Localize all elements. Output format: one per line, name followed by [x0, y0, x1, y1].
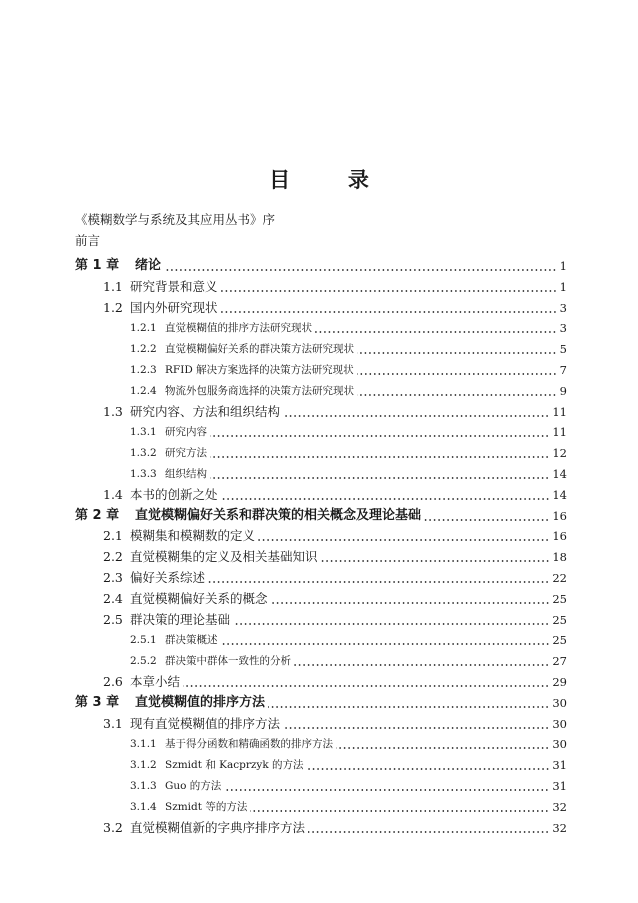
- dot-leader: [258, 539, 549, 541]
- toc-entry-title: RFID 解决方案选择的决策方法研究现状: [165, 364, 354, 376]
- toc-entry-title: 组织结构: [165, 468, 207, 480]
- toc-subsection-row: [75, 462, 567, 482]
- dot-leader: [357, 352, 557, 354]
- toc-entry-number: 2.3: [103, 570, 123, 585]
- toc-page-number: 30: [552, 737, 567, 752]
- toc-entry-number: 第 3 章: [75, 694, 120, 710]
- toc-subsection-row: [75, 420, 567, 440]
- toc-entry-title: 基于得分函数和精确函数的排序方法: [165, 738, 333, 751]
- toc-entry-number: 3.1.2: [130, 759, 157, 772]
- toc-section-row: [75, 608, 567, 628]
- toc-entry-number: 2.6: [103, 674, 123, 689]
- toc-page-number: 3: [559, 300, 567, 315]
- dot-leader: [307, 768, 550, 770]
- toc-entry-number: 第 1 章: [75, 258, 120, 273]
- toc-entry-number: 1.3.1: [130, 426, 157, 439]
- toc-entry-number: 第 2 章: [75, 507, 120, 523]
- toc-entry-number: 1.2.3: [130, 364, 157, 376]
- toc-section-row: [75, 816, 567, 836]
- toc-entry-number: 2.5.2: [130, 655, 157, 668]
- toc-entry-number: 2.5: [103, 611, 123, 627]
- dot-leader: [233, 623, 549, 625]
- dot-leader: [224, 789, 549, 791]
- toc-entry-title: 物流外包服务商选择的决策方法研究现状: [165, 384, 354, 397]
- toc-entry-title: Szmidt 和 Kacprzyk 的方法: [165, 759, 304, 772]
- toc-entry-title: 直觉模糊值的排序方法: [135, 694, 266, 710]
- toc-page-number: 32: [552, 799, 567, 814]
- toc-subsection-row: [75, 441, 567, 461]
- toc-section-row: [75, 670, 567, 690]
- dot-leader: [294, 664, 549, 666]
- toc-page-number: 11: [552, 404, 567, 419]
- toc-section-row: [75, 545, 567, 565]
- toc-entry-title: 本书的创新之处: [130, 486, 218, 502]
- toc-entry-title: 本章小结: [130, 674, 181, 689]
- page-title: 目 录: [269, 168, 395, 192]
- toc-section-row: [75, 587, 567, 607]
- toc-page-number: 25: [552, 633, 567, 648]
- toc-entry-number: 3.1.3: [130, 780, 157, 792]
- toc-section-row: [75, 483, 567, 503]
- dot-leader: [424, 519, 549, 521]
- dot-leader: [183, 685, 549, 687]
- toc-page-number: 31: [552, 779, 567, 793]
- toc-chapter-row: [75, 504, 567, 524]
- toc-page-number: 16: [552, 508, 567, 523]
- toc-section-row: [75, 712, 567, 732]
- toc-page-number: 9: [559, 383, 567, 398]
- dot-leader: [210, 456, 549, 458]
- dot-leader: [221, 311, 557, 313]
- toc-subsection-row: [75, 732, 567, 752]
- toc-page-number: 7: [559, 363, 567, 377]
- dot-leader: [315, 331, 557, 333]
- dot-leader: [250, 810, 549, 812]
- toc-entry-number: 1.3: [103, 403, 123, 419]
- toc-entry-title: 群决策的理论基础: [130, 611, 231, 627]
- toc-entry-title: 直觉模糊偏好关系和群决策的相关概念及理论基础: [135, 507, 422, 523]
- toc-entry-title: 直觉模糊偏好关系的概念: [130, 590, 268, 606]
- toc-entry-number: 1.4: [103, 486, 123, 502]
- toc-subsection-row: [75, 774, 567, 794]
- dot-leader: [210, 477, 549, 479]
- toc-entry-number: 3.1.4: [130, 800, 157, 813]
- toc-subsection-row: [75, 649, 567, 669]
- toc-page-number: 25: [552, 612, 567, 627]
- dot-leader: [221, 643, 550, 645]
- toc-entry-title: Szmidt 等的方法: [165, 800, 248, 813]
- toc-entry-title: 直觉模糊集的定义及相关基础知识: [130, 549, 318, 565]
- toc-entry-number: 1.2.2: [130, 343, 157, 356]
- toc-page-number: 14: [552, 487, 567, 502]
- toc-page-number: 16: [552, 529, 567, 544]
- toc-page-number: 1: [559, 259, 567, 273]
- toc-entry-title: 绪论: [135, 258, 162, 273]
- toc-section-row: [75, 566, 567, 586]
- toc-entry-number: 1.3.3: [130, 468, 157, 480]
- toc-section-row: [75, 524, 567, 544]
- toc-entry-title: 群决策概述: [165, 634, 218, 647]
- dot-leader: [221, 290, 557, 292]
- toc-series-preface: 《模糊数学与系统及其应用丛书》序: [75, 212, 276, 227]
- dot-leader: [321, 560, 550, 562]
- dot-leader: [164, 269, 557, 271]
- toc-section-row: [75, 296, 567, 316]
- toc-entry-title: 直觉模糊偏好关系的群决策方法研究现状: [165, 343, 354, 356]
- toc-entry-title: 直觉模糊值的排序方法研究现状: [165, 322, 312, 335]
- toc-entry-title: 模糊集和模糊数的定义: [130, 528, 256, 544]
- toc-page-number: 31: [552, 758, 567, 773]
- toc-entry-number: 1.2.1: [130, 322, 157, 335]
- toc-subsection-row: [75, 753, 567, 773]
- toc-entry-number: 1.3.2: [130, 447, 157, 460]
- toc-entry-title: 研究内容、方法和组织结构: [130, 403, 281, 419]
- dot-leader: [208, 581, 549, 583]
- toc-page-number: 11: [552, 425, 567, 440]
- toc-subsection-row: [75, 628, 567, 648]
- dot-leader: [283, 727, 549, 729]
- toc-chapter-row: [75, 254, 567, 274]
- toc-page-number: 18: [552, 550, 567, 565]
- dot-leader: [336, 747, 549, 749]
- dot-leader: [268, 706, 549, 708]
- dot-leader: [271, 602, 550, 604]
- toc-page-number: 3: [559, 321, 567, 336]
- toc-subsection-row: [75, 379, 567, 399]
- toc-preface: 前言: [75, 233, 101, 248]
- toc-entry-number: 2.1: [103, 528, 123, 544]
- dot-leader: [357, 373, 557, 375]
- toc-page-number: 22: [552, 571, 567, 585]
- toc-entry-number: 1.2: [103, 299, 123, 315]
- toc-entry-number: 3.1: [103, 715, 123, 731]
- toc-entry-title: 现有直觉模糊值的排序方法: [130, 715, 281, 731]
- toc-page-number: 14: [552, 467, 567, 481]
- toc-entry-title: 国内外研究现状: [130, 299, 218, 315]
- toc-entry-title: 研究内容: [165, 426, 207, 439]
- toc-entry-number: 1.2.4: [130, 384, 157, 397]
- toc-entry-number: 2.2: [103, 549, 123, 565]
- toc-page-number: 25: [552, 591, 567, 606]
- toc-chapter-row: [75, 691, 567, 711]
- toc-page-number: 30: [552, 695, 567, 710]
- toc-subsection-row: [75, 358, 567, 378]
- toc-page-number: 5: [559, 342, 567, 357]
- toc-page-number: 27: [552, 654, 567, 669]
- toc-page-number: 32: [552, 820, 567, 835]
- toc-entry-title: 研究背景和意义: [130, 278, 218, 294]
- dot-leader: [221, 498, 550, 500]
- dot-leader: [308, 831, 549, 833]
- toc-entry-number: 2.4: [103, 590, 123, 606]
- toc-page-number: 12: [552, 446, 567, 461]
- toc-section-row: [75, 400, 567, 420]
- toc-entry-title: 偏好关系综述: [130, 570, 206, 585]
- toc-subsection-row: [75, 795, 567, 815]
- toc-entry-number: 1.1: [103, 278, 123, 294]
- toc-page-number: 29: [552, 675, 567, 689]
- toc-page-number: 30: [552, 716, 567, 731]
- toc-subsection-row: [75, 337, 567, 357]
- toc-entry-number: 2.5.1: [130, 634, 157, 647]
- toc-entry-title: 群决策中群体一致性的分析: [165, 655, 291, 668]
- dot-leader: [357, 394, 557, 396]
- toc-page-number: 1: [559, 279, 567, 294]
- toc-entry-number: 3.2: [103, 819, 123, 835]
- dot-leader: [210, 435, 549, 437]
- toc-section-row: [75, 275, 567, 295]
- toc-entry-title: 直觉模糊值新的字典序排序方法: [130, 819, 306, 835]
- toc-entry-title: Guo 的方法: [165, 780, 222, 792]
- toc-entry-number: 3.1.1: [130, 738, 157, 751]
- toc-entry-title: 研究方法: [165, 447, 207, 460]
- dot-leader: [283, 415, 549, 417]
- toc-subsection-row: [75, 316, 567, 336]
